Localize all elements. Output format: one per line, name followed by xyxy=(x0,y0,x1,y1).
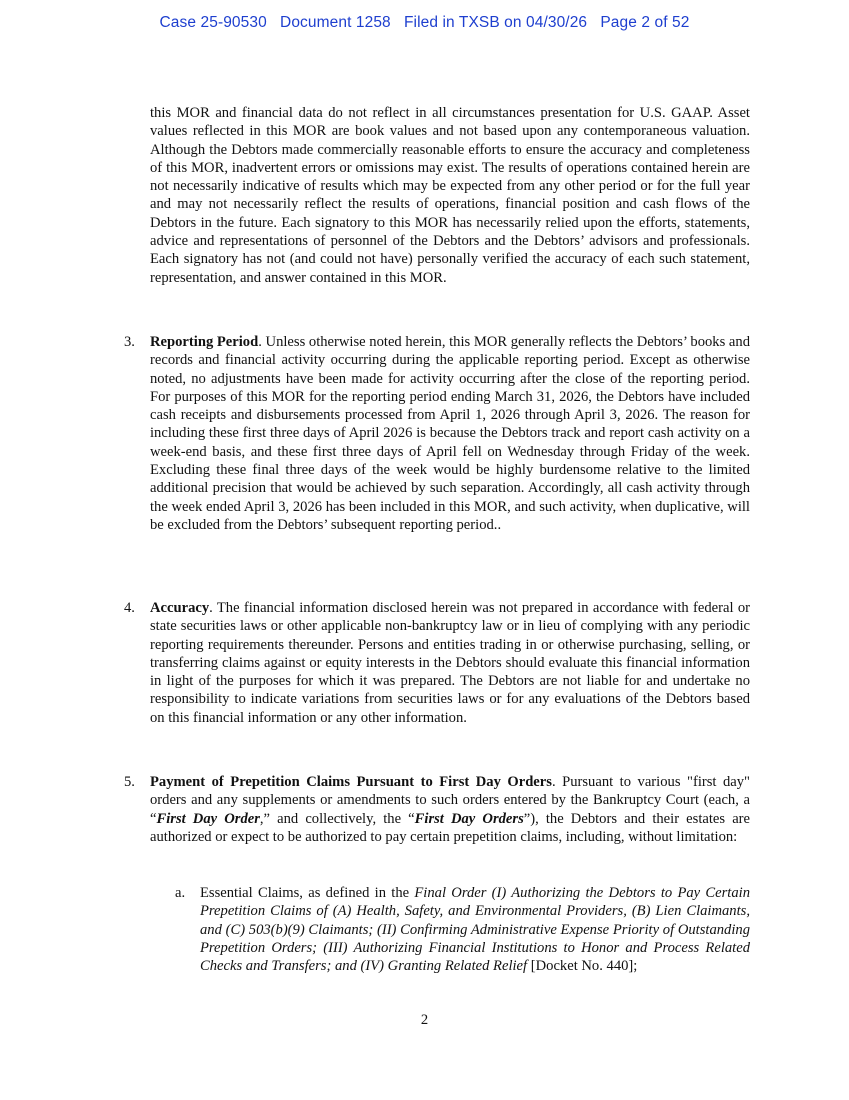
item-heading: Accuracy xyxy=(150,600,210,616)
item-text: ”), the Debtors and their estates are authorized or expect to be authorized to pay certain prepetition claims, including, without limitation: xyxy=(150,810,751,845)
subitem-text: [Docket No. 440]; xyxy=(527,958,638,975)
continuation-paragraph: this MOR and financial data do not reflect in all circumstances presentation for U.S. GAAP. Asset values reflected in this MOR are book values and not based upon any contemporaneous valuation. Although the Debtors made commercially reasonable efforts to ensure the accuracy and completeness of this MOR, inadvertent errors or omissions may exist. The results of operations contained herein are not necessarily indicative of results which may be expected from any other period or for the full year and may not necessarily reflect the results of operations, financial position and cash flows of the Debtors in the future. Each signatory to this MOR has necessarily relied upon the efforts, statements, advice and representations of personnel of the Debtors and the Debtors’ advisors and professionals. Each signatory has not (and could not have) personally verified the accuracy of each such statement, representation, and answer contained in this MOR. xyxy=(150,105,750,286)
accuracy-item xyxy=(124,599,750,727)
item-text: . The financial information disclosed herein was not prepared in accordance with federal or state securities laws or other applicable non-bankruptcy law or in lieu of complying with any periodic reporting requirements thereunder. Persons and entities trading in or otherwise purchasing, selling, or transferring claims against or equity interests in the Debtors should evaluate this financial information in light of the purposes for which it was prepared. The Debtors are not liable for and undertake no responsibility to indicate variations from securities laws or for any evaluations of the Debtors based on this financial information or any other information. xyxy=(150,600,750,726)
item-number: 4. xyxy=(124,600,135,616)
subitem-text: Essential Claims, as defined in the xyxy=(200,885,415,901)
item-text: ,” and collectively, the “ xyxy=(259,810,415,827)
item-heading: Reporting Period xyxy=(150,334,259,350)
item-text: . Unless otherwise noted herein, this MOR generally reflects the Debtors’ books and records and financial activity occurring during the applicable reporting period. Except as otherwise noted, no adjustments have been made for activity occurring after the close of the reporting period. For purposes of this MOR for the reporting period ending March 31, 2026, the Debtors have included cash receipts and disbursements processed from April 1, 2026 through April 3, 2026. The reason for including these first three days of April 2026 is because the Debtors track and report cash activity on a week-end basis, and these first three days of April fell on Wednesday through Friday of the week. Excluding these final three days of the week would be highly burdensome relative to the limited additional precision that would be achieved by such separation. Accordingly, all cash activity through the week ended April 3, 2026 has been included in this MOR, and such activity, when duplicative, will be excluded from the Debtors’ subsequent reporting period.. xyxy=(150,334,750,533)
essential-claims-subitem xyxy=(175,884,750,975)
page-number: 2 xyxy=(420,1012,429,1028)
item-number: 5. xyxy=(124,774,135,790)
defined-term: First Day Orders xyxy=(414,810,524,827)
reporting-period-item xyxy=(124,333,750,534)
item-heading: Payment of Prepetition Claims Pursuant to First Day Orders xyxy=(150,774,552,790)
order-title: Final Order (I) Authorizing the Debtors to Pay Certain Prepetition Claims of (A) Health, Safety, and Environmental Providers, (B) Lien Claimants, and (C) 503(b)(9) Claimants; (II) Confirming Administrative Expense Priority of Outstanding Prepetition Orders; (III) Authorizing Financial Institutions to Honor and Process Related Checks and Transfers; and (IV) Granting Related Relief xyxy=(200,885,750,975)
payment-of-prepetition-claims-item xyxy=(124,773,751,846)
item-text: . Pursuant to various "first day" orders and any supplements or amendments to such orders entered by the Bankruptcy Court (each, a “ xyxy=(150,774,750,827)
defined-term: First Day Order xyxy=(156,810,260,827)
subitem-letter: a. xyxy=(175,885,186,901)
court-filing-header: Case 25-90530 Document 1258 Filed in TXSB on 04/30/26 Page 2 of 52 xyxy=(159,14,690,31)
item-number: 3. xyxy=(124,334,135,350)
